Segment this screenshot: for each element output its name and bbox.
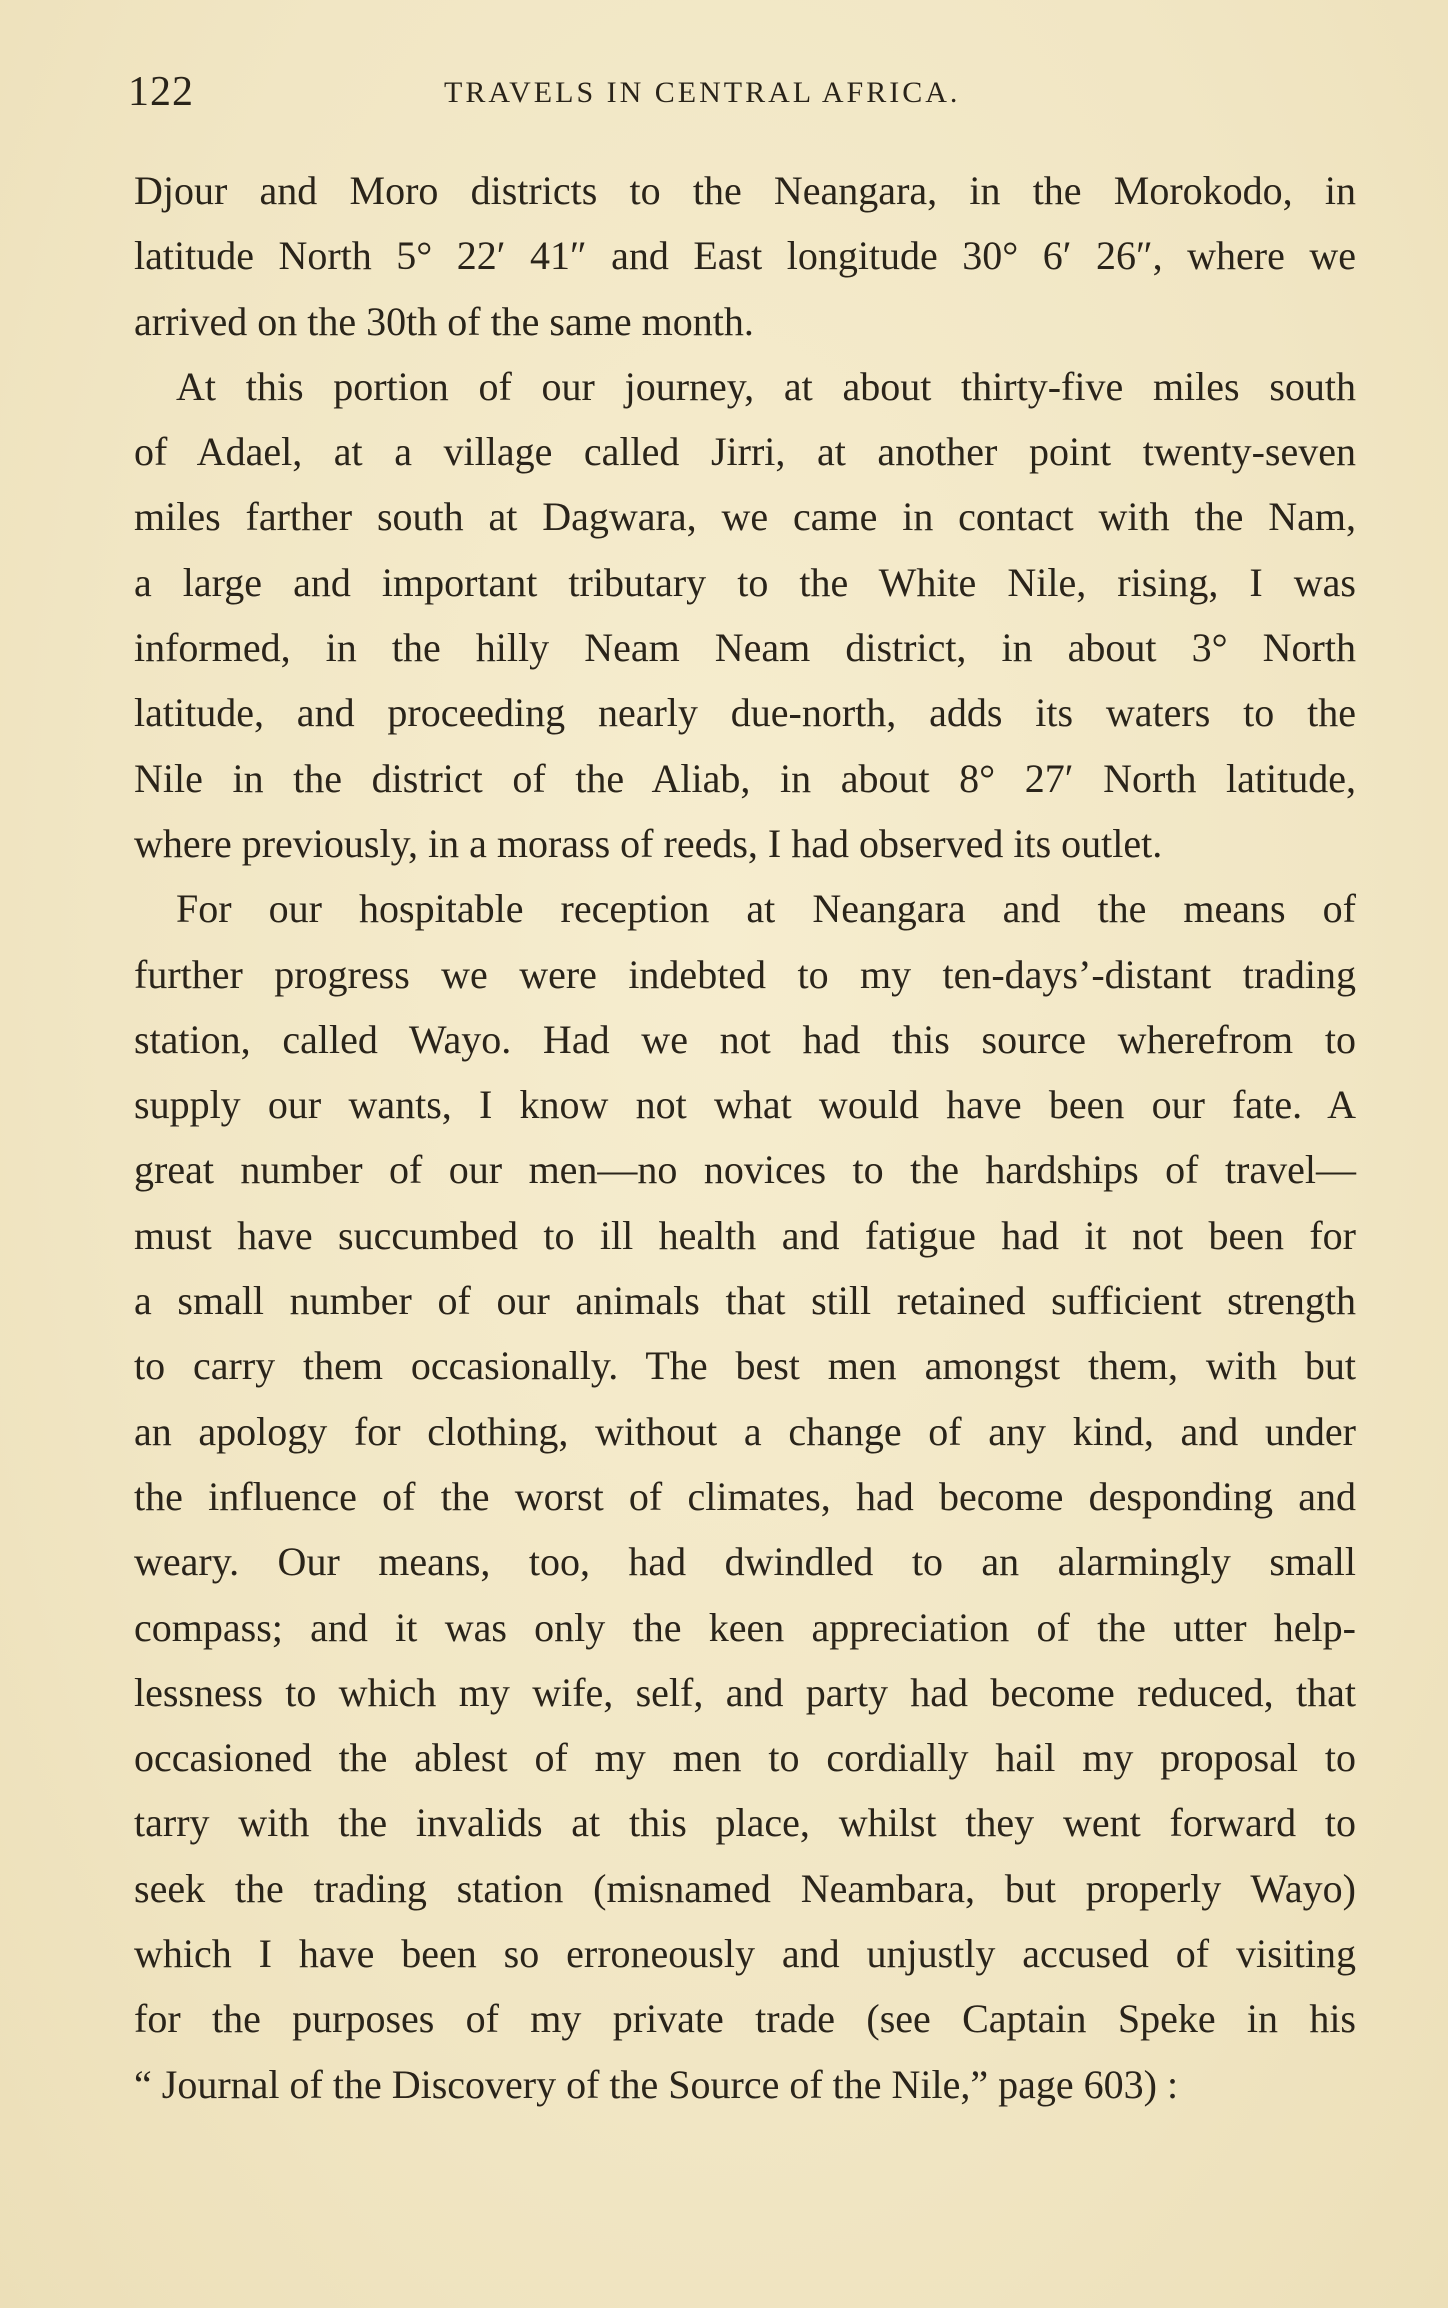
text-line: “ Journal of the Discovery of the Source of the Nile,” page 603) :: [134, 2061, 1179, 2107]
running-head: TRAVELS IN CENTRAL AFRICA.: [444, 76, 961, 109]
text-line: to carry them occasionally. The best men amongst them, with but: [134, 1343, 1356, 1389]
text-line: compass; and it was only the keen appreciation of the utter help-: [134, 1604, 1356, 1650]
text-line: arrived on the 30th of the same month.: [134, 298, 754, 344]
text-line: must have succumbed to ill health and fatigue had it not been for: [134, 1212, 1356, 1258]
text-line: station, called Wayo. Had we not had this source wherefrom to: [134, 1016, 1356, 1062]
text-line: a small number of our animals that still retained sufficient strength: [134, 1278, 1356, 1324]
text-line: where previously, in a morass of reeds, I had observed its outlet.: [134, 820, 1163, 866]
text-line: For our hospitable reception at Neangara and the means of: [176, 886, 1356, 932]
text-line: further progress we were indebted to my ten-days’-distant trading: [134, 951, 1356, 997]
text-line: an apology for clothing, without a change of any kind, and under: [134, 1408, 1356, 1454]
text-line: great number of our men—no novices to the hardships of travel—: [134, 1147, 1356, 1193]
text-line: a large and important tributary to the White Nile, rising, I was: [134, 559, 1356, 605]
text-line: Djour and Moro districts to the Neangara, in the Morokodo, in: [134, 168, 1356, 213]
text-line: At this portion of our journey, at about thirty-five miles south: [176, 363, 1356, 409]
text-line: seek the trading station (misnamed Neambara, but properly Wayo): [134, 1865, 1356, 1911]
text-line: supply our wants, I know not what would have been our fate. A: [134, 1082, 1356, 1128]
text-line: informed, in the hilly Neam Neam district, in about 3° North: [134, 625, 1356, 671]
page-number: 122: [128, 69, 194, 115]
text-line: for the purposes of my private trade (see Captain Speke in his: [134, 1996, 1356, 2042]
text-line: which I have been so erroneously and unjustly accused of visiting: [134, 1931, 1356, 1977]
text-line: weary. Our means, too, had dwindled to an alarmingly small: [134, 1539, 1356, 1585]
text-line: tarry with the invalids at this place, whilst they went forward to: [134, 1800, 1356, 1846]
body-text: [134, 158, 1356, 2117]
text-line: miles farther south at Dagwara, we came in contact with the Nam,: [134, 494, 1356, 540]
text-line: lessness to which my wife, self, and party had become reduced, that: [134, 1669, 1356, 1715]
text-line: Nile in the district of the Aliab, in about 8° 27′ North latitude,: [134, 755, 1356, 801]
text-line: latitude, and proceeding nearly due-north, adds its waters to the: [134, 690, 1356, 736]
page-header: [128, 68, 1360, 118]
text-line: of Adael, at a village called Jirri, at another point twenty-seven: [134, 429, 1356, 475]
text-line: occasioned the ablest of my men to cordially hail my proposal to: [134, 1735, 1356, 1781]
text-line: the influence of the worst of climates, had become desponding and: [134, 1473, 1356, 1519]
text-line: latitude North 5° 22′ 41″ and East longitude 30° 6′ 26″, where we: [134, 233, 1356, 279]
